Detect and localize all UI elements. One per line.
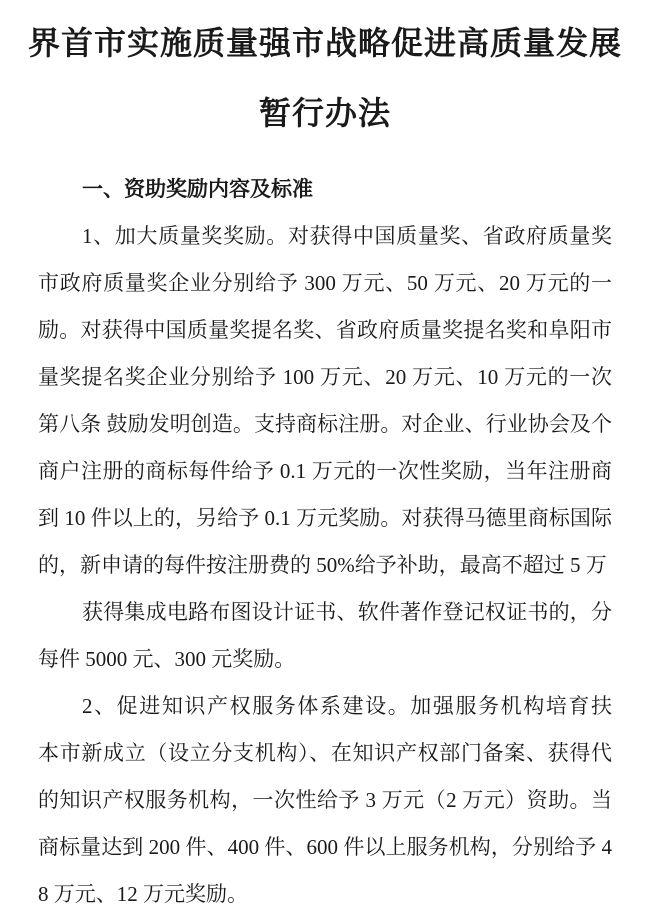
section-heading: 一、资助奖励内容及标准 (82, 177, 313, 201)
body-line: 商标量达到 200 件、400 件、600 件以上服务机构，分别给予 4 (38, 835, 612, 859)
body-line: 商户注册的商标每件给予 0.1 万元的一次性奖励，当年注册商 (38, 459, 612, 483)
body-line: 市政府质量奖企业分别给予 300 万元、50 万元、20 万元的一 (38, 271, 612, 295)
body-line: 到 10 件以上的，另给予 0.1 万元奖励。对获得马德里商标国际 (38, 506, 612, 530)
body-line: 2、促进知识产权服务体系建设。加强服务机构培育扶 (82, 694, 612, 718)
body-line: 8 万元、12 万元奖励。 (38, 882, 248, 906)
body-line: 第八条 鼓励发明创造。支持商标注册。对企业、行业协会及个 (38, 412, 612, 436)
body-line: 获得集成电路布图设计证书、软件著作登记权证书的，分 (82, 600, 612, 624)
body-line: 量奖提名奖企业分别给予 100 万元、20 万元、10 万元的一次 (38, 365, 612, 389)
body-line: 本市新成立（设立分支机构）、在知识产权部门备案、获得代 (38, 741, 612, 765)
body-line: 1、加大质量奖奖励。对获得中国质量奖、省政府质量奖 (82, 224, 612, 248)
title-line-2: 暂行办法 (258, 95, 391, 131)
document-title (0, 8, 650, 148)
body-line: 每件 5000 元、300 元奖励。 (38, 647, 296, 671)
title-line-1: 界首市实施质量强市战略促进高质量发展 (27, 25, 622, 61)
document-body (38, 166, 612, 912)
body-line: 的，新申请的每件按注册费的 50%给予补助，最高不超过 5 万 (38, 553, 607, 577)
body-line: 励。对获得中国质量奖提名奖、省政府质量奖提名奖和阜阳市 (38, 318, 612, 342)
body-line: 的知识产权服务机构，一次性给予 3 万元（2 万元）资助。当 (38, 788, 612, 812)
